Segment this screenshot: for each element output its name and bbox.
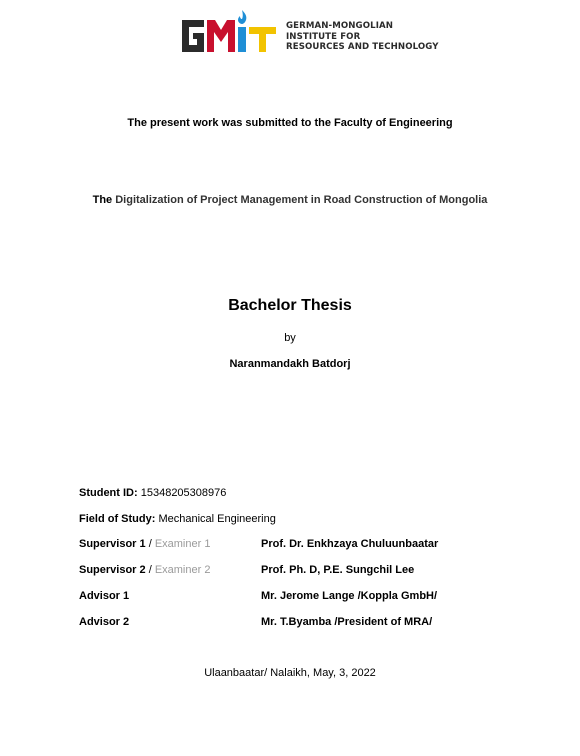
supervisor-1-label: Supervisor 1 — [79, 538, 146, 550]
institute-logo — [180, 8, 439, 54]
student-id-value: 15348205308976 — [137, 487, 227, 499]
supervisor-1-name: Prof. Dr. Enkhzaya Chuluunbaatar — [261, 538, 439, 550]
supervisor-2-separator: / — [145, 564, 155, 576]
institute-name — [286, 21, 439, 53]
thesis-type-heading: Bachelor Thesis — [228, 297, 352, 314]
supervisor-1-separator: / — [145, 538, 155, 550]
student-id-row — [79, 487, 226, 499]
student-id-label: Student ID: — [79, 487, 138, 499]
supervisor-2-row — [79, 564, 210, 576]
advisor-1-row — [79, 590, 129, 602]
place-and-date: Ulaanbaatar/ Nalaikh, May, 3, 2022 — [204, 667, 376, 679]
by-label: by — [284, 332, 296, 344]
advisor-1-name: Mr. Jerome Lange /Koppla GmbH/ — [261, 590, 438, 602]
submission-statement: The present work was submitted to the Faculty of Engineering — [127, 117, 453, 129]
institute-name-line-3: RESOURCES AND TECHNOLOGY — [286, 42, 439, 52]
supervisor-2-name: Prof. Ph. D, P.E. Sungchil Lee — [261, 564, 415, 576]
gmit-logo-icon — [180, 8, 278, 54]
thesis-title — [0, 194, 580, 206]
institute-name-line-1: GERMAN-MONGOLIAN — [286, 21, 394, 31]
field-of-study-label: Field of Study: — [79, 513, 156, 525]
supervisor-2-label: Supervisor 2 — [79, 564, 146, 576]
advisor-2-label: Advisor 2 — [79, 616, 130, 628]
advisor-2-name: Mr. T.Byamba /President of MRA/ — [261, 616, 433, 628]
examiner-1-label: Examiner 1 — [154, 538, 211, 550]
institute-name-line-2: INSTITUTE FOR — [286, 31, 361, 42]
thesis-title-prefix: The — [92, 194, 116, 206]
supervisor-1-row — [79, 538, 210, 550]
examiner-2-label: Examiner 2 — [154, 564, 211, 576]
thesis-title-topic: Digitalization of Project Management in Road Construction of Mongolia — [115, 194, 488, 206]
author-name: Naranmandakh Batdorj — [229, 358, 351, 370]
advisor-1-label: Advisor 1 — [79, 590, 130, 602]
field-of-study-value: Mechanical Engineering — [155, 513, 276, 525]
field-of-study-row — [79, 513, 276, 525]
advisor-2-row — [79, 616, 129, 628]
